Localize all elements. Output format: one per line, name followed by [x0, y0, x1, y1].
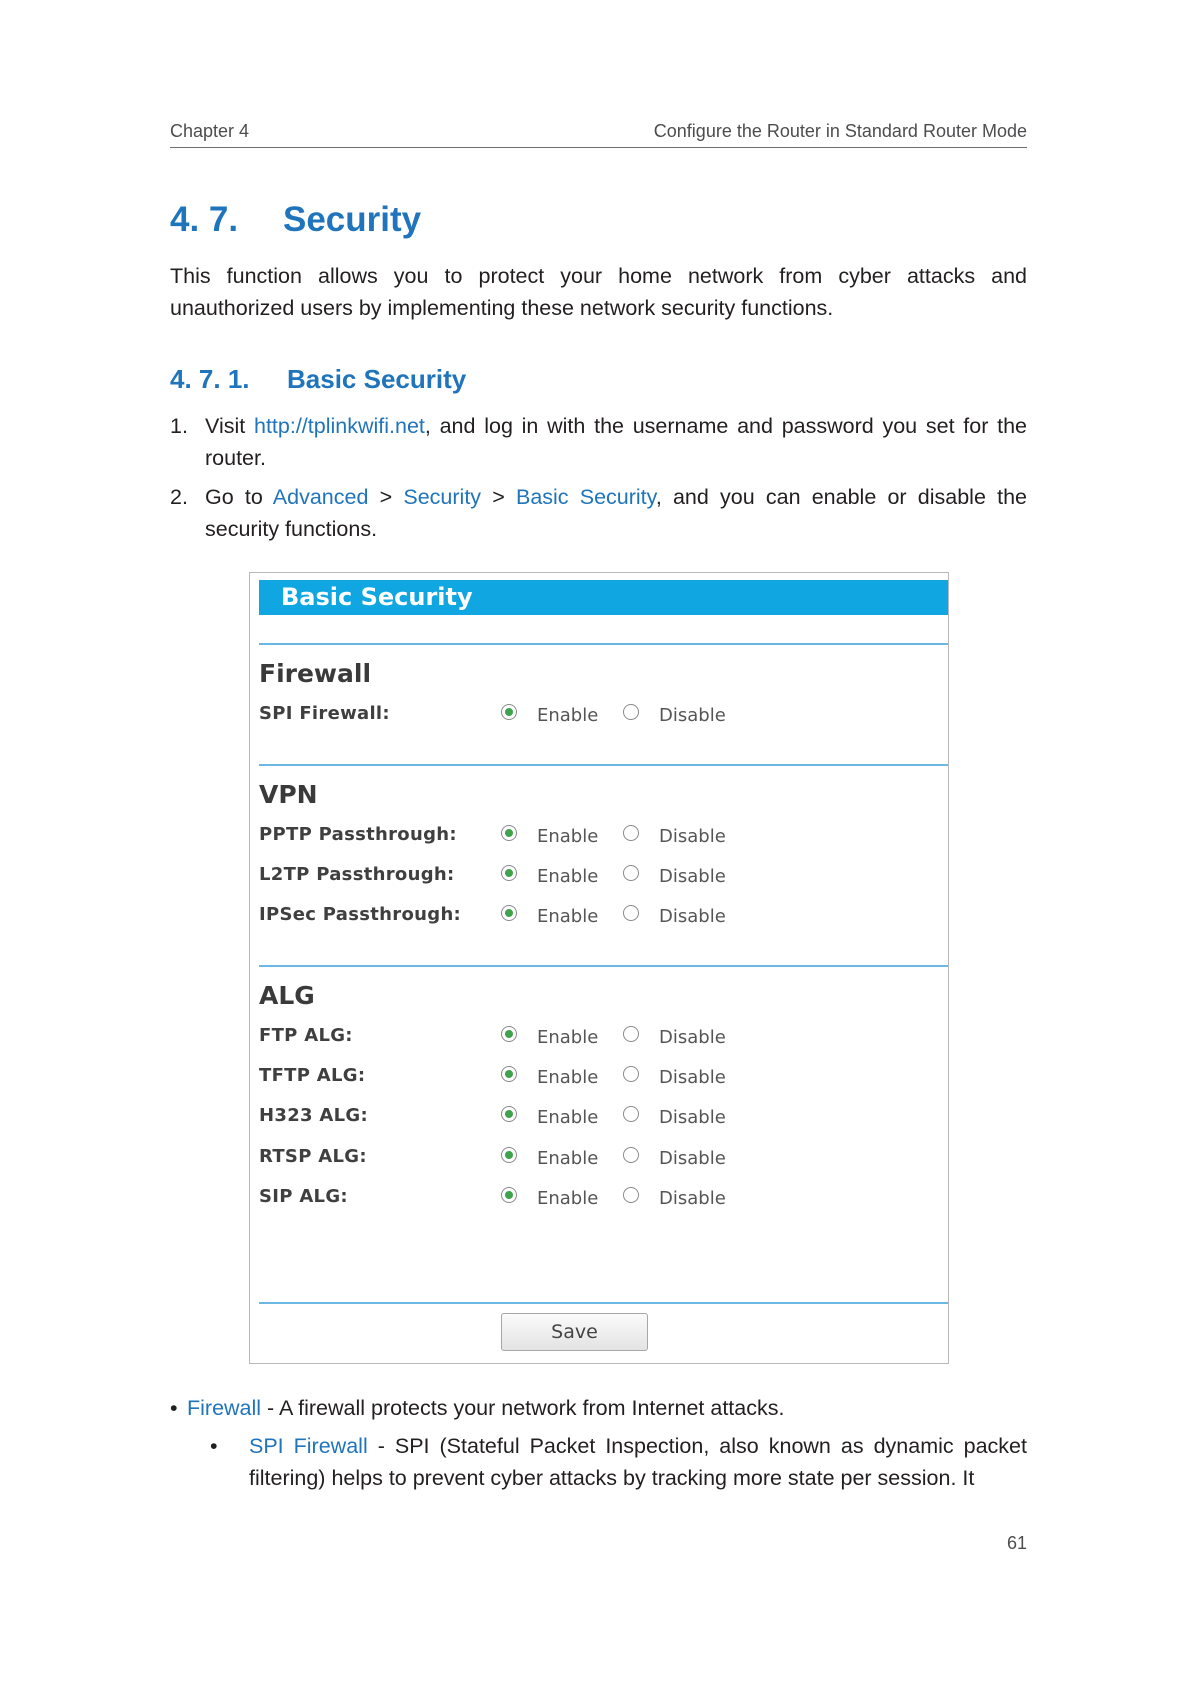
step-text-post: , and you can enable or disable the security functions. — [205, 485, 1027, 541]
panel-header — [259, 580, 948, 615]
bullet-dot: • — [170, 1396, 178, 1420]
breadcrumb-separator: > — [481, 485, 516, 509]
enable-option-label: Enable — [537, 826, 599, 847]
enable-option-label: Enable — [537, 1027, 599, 1048]
disable-option-label: Disable — [659, 1188, 726, 1209]
ipsec-passthrough-label: IPSec Passthrough: — [259, 904, 462, 925]
section-number: 4. 7. — [170, 200, 239, 239]
h323-alg-disable-radio[interactable] — [623, 1106, 639, 1122]
l2tp-passthrough-label: L2TP Passthrough: — [259, 864, 455, 885]
disable-option-label: Disable — [659, 906, 726, 927]
enable-option-label: Enable — [537, 866, 599, 887]
step-text — [205, 410, 1027, 474]
l2tp-enable-radio[interactable] — [501, 865, 517, 881]
l2tp-passthrough-row — [259, 861, 939, 891]
tftp-alg-disable-radio[interactable] — [623, 1066, 639, 1082]
subsection-number: 4. 7. 1. — [170, 364, 250, 394]
spi-firewall-term: SPI Firewall — [249, 1434, 368, 1458]
pptp-passthrough-label: PPTP Passthrough: — [259, 824, 457, 845]
intro-paragraph: This function allows you to protect your home network from cyber attacks and unauthorized users by implementing these network security functions. — [170, 264, 1027, 320]
page-number: 61 — [1006, 1533, 1027, 1553]
ftp-alg-label: FTP ALG: — [259, 1025, 353, 1046]
firewall-description: - A firewall protects your network from Internet attacks. — [261, 1396, 785, 1420]
alg-section-title: ALG — [259, 981, 315, 1010]
bullet-text — [187, 1392, 784, 1424]
divider — [259, 965, 948, 967]
step-text-pre: Go to — [205, 485, 273, 509]
rtsp-alg-row — [259, 1143, 939, 1173]
firewall-section-title: Firewall — [259, 659, 372, 688]
divider — [259, 643, 948, 645]
rtsp-alg-enable-radio[interactable] — [501, 1147, 517, 1163]
step-text-post: , and log in with the username and password you set for the router. — [205, 414, 1028, 470]
tftp-alg-row — [259, 1062, 939, 1092]
sip-alg-enable-radio[interactable] — [501, 1187, 517, 1203]
save-button[interactable]: Save — [501, 1313, 648, 1351]
ipsec-passthrough-row — [259, 901, 939, 931]
security-link[interactable]: Security — [403, 485, 482, 509]
enable-option-label: Enable — [537, 1188, 599, 1209]
disable-option-label: Disable — [659, 1148, 726, 1169]
disable-option-label: Disable — [659, 1107, 726, 1128]
basic-security-panel — [249, 572, 949, 1364]
sip-alg-disable-radio[interactable] — [623, 1187, 639, 1203]
basic-security-link[interactable]: Basic Security — [515, 485, 656, 509]
breadcrumb-separator: > — [368, 485, 404, 509]
enable-option-label: Enable — [537, 906, 599, 927]
chapter-label: Chapter 4 — [170, 121, 250, 141]
ipsec-disable-radio[interactable] — [623, 905, 639, 921]
pptp-passthrough-row — [259, 821, 939, 851]
ftp-alg-enable-radio[interactable] — [501, 1026, 517, 1042]
sip-alg-row — [259, 1183, 939, 1213]
spi-firewall-row — [259, 700, 939, 730]
section-title: Security — [283, 200, 422, 239]
pptp-enable-radio[interactable] — [501, 825, 517, 841]
l2tp-disable-radio[interactable] — [623, 865, 639, 881]
divider — [259, 1302, 948, 1304]
h323-alg-enable-radio[interactable] — [501, 1106, 517, 1122]
ftp-alg-disable-radio[interactable] — [623, 1026, 639, 1042]
enable-option-label: Enable — [537, 705, 599, 726]
panel-title: Basic Security — [281, 583, 473, 611]
running-header — [170, 121, 1027, 148]
disable-option-label: Disable — [659, 866, 726, 887]
ipsec-enable-radio[interactable] — [501, 905, 517, 921]
step-number: 1. — [170, 414, 188, 438]
disable-option-label: Disable — [659, 1027, 726, 1048]
disable-option-label: Disable — [659, 826, 726, 847]
step-number: 2. — [170, 485, 188, 509]
manual-page — [170, 0, 1027, 1684]
spi-firewall-label: SPI Firewall: — [259, 703, 390, 724]
disable-option-label: Disable — [659, 705, 726, 726]
tftp-alg-enable-radio[interactable] — [501, 1066, 517, 1082]
bullet-text — [249, 1430, 1027, 1494]
enable-option-label: Enable — [537, 1107, 599, 1128]
rtsp-alg-disable-radio[interactable] — [623, 1147, 639, 1163]
pptp-disable-radio[interactable] — [623, 825, 639, 841]
enable-option-label: Enable — [537, 1148, 599, 1169]
chapter-title: Configure the Router in Standard Router Mode — [653, 121, 1027, 141]
rtsp-alg-label: RTSP ALG: — [259, 1146, 367, 1167]
spi-firewall-enable-radio[interactable] — [501, 704, 517, 720]
step-text — [205, 481, 1027, 545]
tplinkwifi-link[interactable]: http://tplinkwifi.net — [253, 414, 425, 438]
firewall-term: Firewall — [187, 1396, 262, 1420]
h323-alg-label: H323 ALG: — [259, 1105, 368, 1126]
spi-firewall-description: - SPI (Stateful Packet Inspection, also known as dynamic packet filtering) helps to prevent cyber attacks by tracking more state per session. It — [249, 1434, 1027, 1490]
vpn-section-title: VPN — [259, 780, 318, 809]
tftp-alg-label: TFTP ALG: — [259, 1065, 366, 1086]
sip-alg-label: SIP ALG: — [259, 1186, 348, 1207]
ftp-alg-row — [259, 1022, 939, 1052]
divider — [259, 764, 948, 766]
subsection-title: Basic Security — [287, 364, 467, 394]
h323-alg-row — [259, 1102, 939, 1132]
advanced-link[interactable]: Advanced — [272, 485, 369, 509]
spi-firewall-disable-radio[interactable] — [623, 704, 639, 720]
enable-option-label: Enable — [537, 1067, 599, 1088]
step-text-pre: Visit — [205, 414, 254, 438]
disable-option-label: Disable — [659, 1067, 726, 1088]
bullet-dot: • — [210, 1434, 218, 1458]
